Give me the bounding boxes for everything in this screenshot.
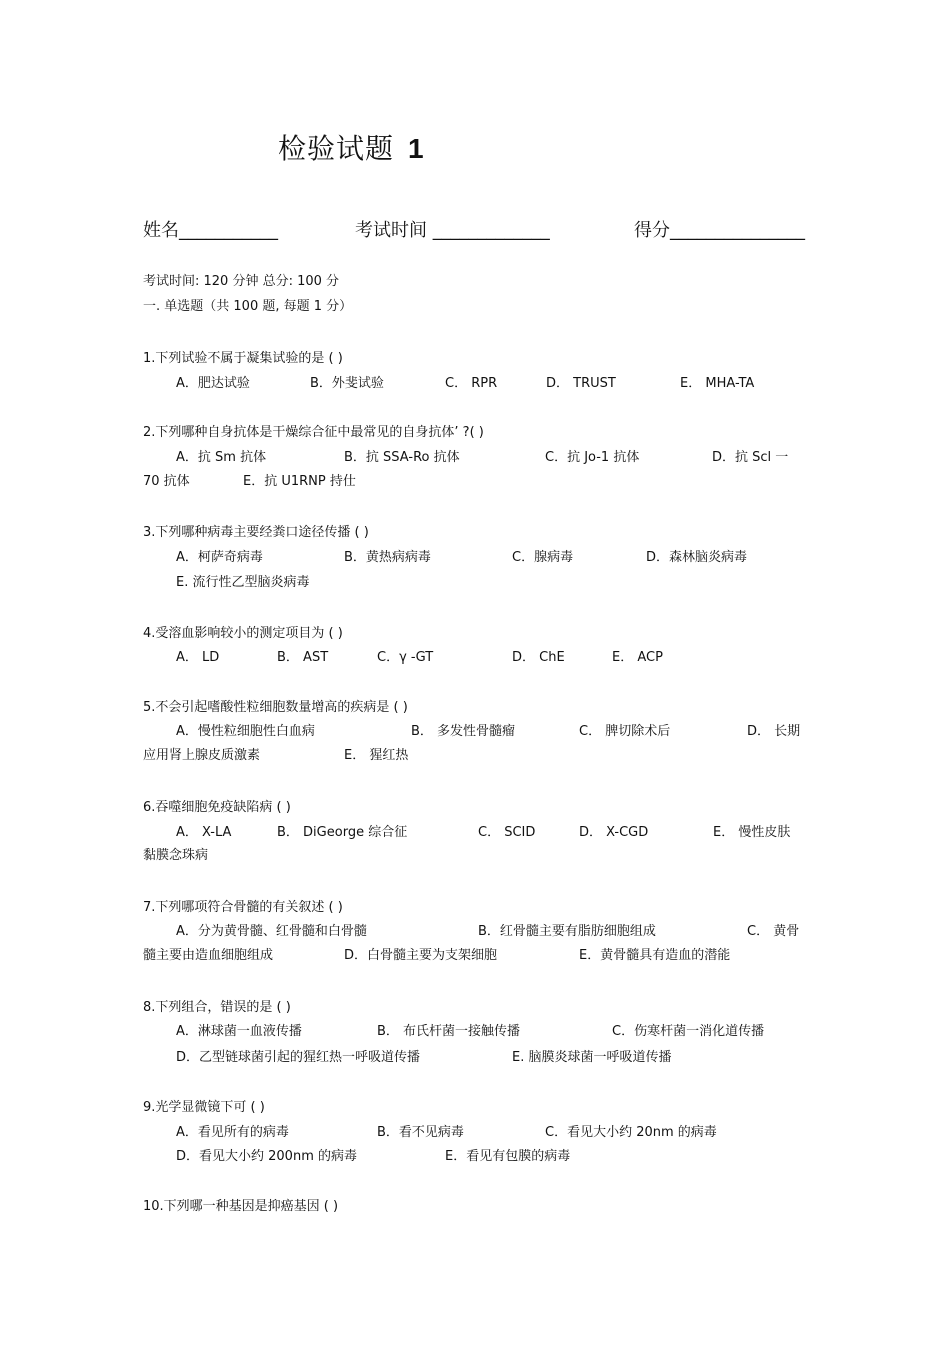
option[interactable]: B． AST <box>277 650 329 665</box>
option[interactable]: A．肥达试验 <box>176 376 250 391</box>
option[interactable]: C． 黄骨 <box>747 924 800 939</box>
option[interactable]: E. 脑膜炎球菌一呼吸道传播 <box>512 1050 672 1065</box>
option[interactable]: E．看见有包膜的病毒 <box>445 1149 571 1164</box>
option[interactable]: A．看见所有的病毒 <box>176 1125 289 1140</box>
question-stem: 9.光学显微镜下可 ( ) <box>143 1100 265 1115</box>
option[interactable]: B． 多发性骨髓瘤 <box>411 724 516 739</box>
option[interactable]: D．乙型链球菌引起的猩红热一呼吸道传播 <box>176 1050 421 1065</box>
option[interactable]: A．柯萨奇病毒 <box>176 550 263 565</box>
question-stem: 6.吞噬细胞免疫缺陷病 ( ) <box>143 800 291 815</box>
option[interactable]: B．红骨髓主要有脂肪细胞组成 <box>478 924 656 939</box>
question-stem: 3.下列哪种病毒主要经粪口途径传播 ( ) <box>143 525 369 540</box>
score-field[interactable]: 得分_______________ <box>634 220 805 241</box>
option[interactable]: C． SCID <box>478 825 536 840</box>
question-stem: 7.下列哪项符合骨髓的有关叙述 ( ) <box>143 900 343 915</box>
option[interactable]: C．看见大小约 20nm 的病毒 <box>545 1125 717 1140</box>
exam-time-field[interactable]: 考试时间 _____________ <box>355 220 550 241</box>
exam-info: 考试时间: 120 分钟 总分: 100 分 <box>143 274 340 289</box>
option[interactable]: E． ACP <box>612 650 663 665</box>
option[interactable]: E． 慢性皮肤 <box>713 825 791 840</box>
option[interactable]: A．抗 Sm 抗体 <box>176 450 267 465</box>
option[interactable]: A． LD <box>176 650 220 665</box>
option[interactable]: D．白骨髓主要为支架细胞 <box>344 948 498 963</box>
option[interactable]: D．抗 Scl 一 <box>712 450 789 465</box>
option[interactable]: D． TRUST <box>546 376 616 391</box>
option[interactable]: A．分为黄骨髓、红骨髓和白骨髓 <box>176 924 367 939</box>
option[interactable]: E． MHA-TA <box>680 376 755 391</box>
option[interactable]: B． 布氏杆菌一接触传播 <box>377 1024 521 1039</box>
option[interactable]: D． 长期 <box>747 724 801 739</box>
page-title <box>278 127 425 167</box>
option[interactable]: A．淋球菌一血液传播 <box>176 1024 302 1039</box>
option[interactable]: C． RPR <box>445 376 498 391</box>
option[interactable]: D．看见大小约 200nm 的病毒 <box>176 1149 357 1164</box>
option[interactable]: C．γ -GT <box>377 650 434 665</box>
option[interactable]: D． ChE <box>512 650 565 665</box>
option[interactable]: C．抗 Jo-1 抗体 <box>545 450 640 465</box>
option[interactable]: B．黄热病病毒 <box>344 550 431 565</box>
question-stem: 8.下列组合，错误的是 ( ) <box>143 1000 291 1015</box>
page-title-number: 1 <box>408 133 425 164</box>
option[interactable]: B．看不见病毒 <box>377 1125 464 1140</box>
option[interactable]: E． 猩红热 <box>344 748 409 763</box>
option[interactable]: C．腺病毒 <box>512 550 574 565</box>
question-stem: 5.不会引起嗜酸性粒细胞数量增高的疾病是 ( ) <box>143 700 408 715</box>
question-stem: 10.下列哪一种基因是抑癌基因 ( ) <box>143 1199 339 1214</box>
option[interactable]: E．黄骨髓具有造血的潜能 <box>579 948 731 963</box>
question-stem: 1.下列试验不属于凝集试验的是 ( ) <box>143 351 343 366</box>
option[interactable]: C． 脾切除术后 <box>579 724 671 739</box>
option-continued: 应用肾上腺皮质激素 <box>143 748 261 763</box>
name-field[interactable]: 姓名___________ <box>143 220 278 241</box>
option-continued: 黏膜念珠病 <box>143 848 209 863</box>
option[interactable]: A．慢性粒细胞性白血病 <box>176 724 315 739</box>
question-stem: 4.受溶血影响较小的测定项目为 ( ) <box>143 626 343 641</box>
option[interactable]: D．森林脑炎病毒 <box>646 550 748 565</box>
option[interactable]: A． X-LA <box>176 825 232 840</box>
option[interactable]: B．外斐试验 <box>310 376 384 391</box>
page-title-text: 检验试题 <box>278 132 395 165</box>
option[interactable]: E．抗 U1RNP 持仕 <box>243 474 356 489</box>
option[interactable]: B．抗 SSA-Ro 抗体 <box>344 450 460 465</box>
option[interactable]: C．伤寒杆菌一消化道传播 <box>612 1024 765 1039</box>
option[interactable]: E. 流行性乙型脑炎病毒 <box>176 575 310 590</box>
section-heading: 一. 单选题（共 100 题, 每题 1 分） <box>143 299 353 314</box>
option-continued: 70 抗体 <box>143 474 190 489</box>
option[interactable]: B． DiGeorge 综合征 <box>277 825 408 840</box>
option-continued: 髓主要由造血细胞组成 <box>143 948 274 963</box>
question-stem: 2.下列哪种自身抗体是干燥综合征中最常见的自身抗体’ ?( ) <box>143 425 484 440</box>
option[interactable]: D． X-CGD <box>579 825 649 840</box>
